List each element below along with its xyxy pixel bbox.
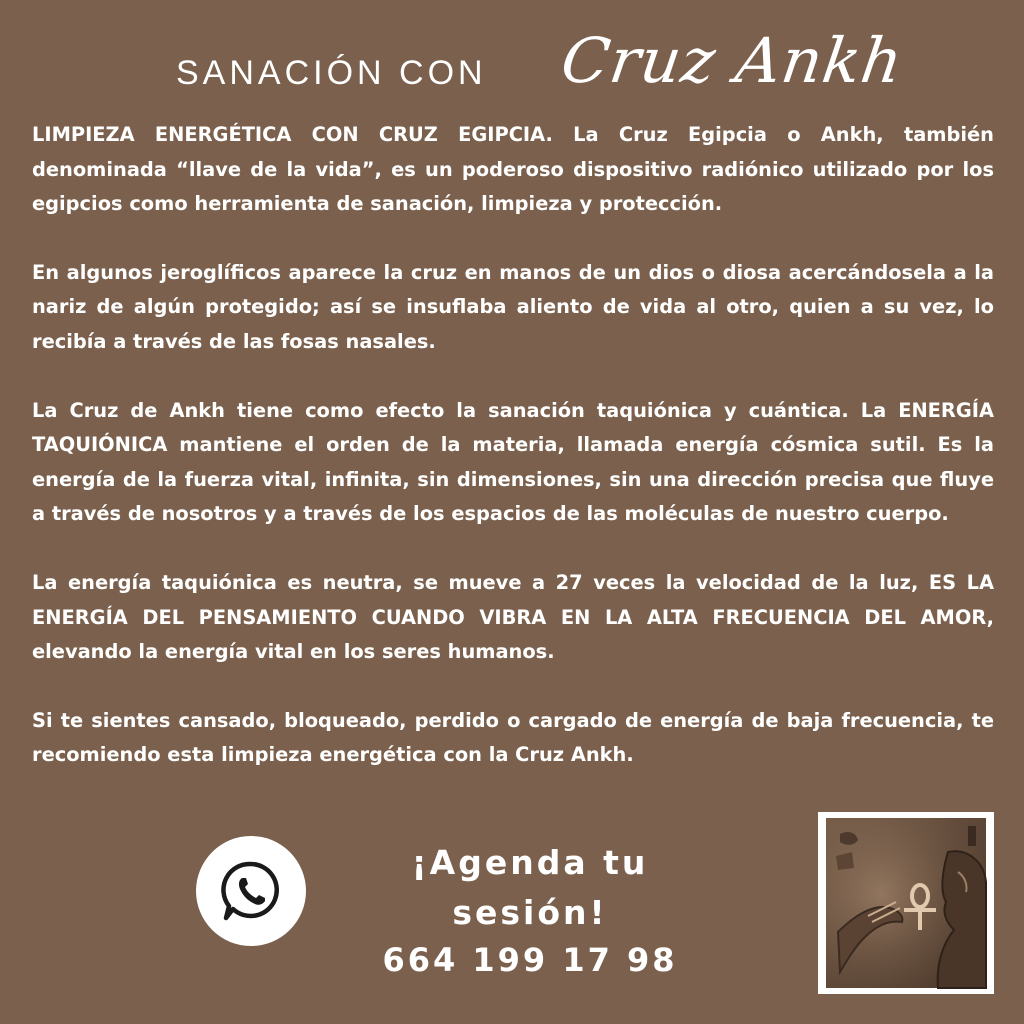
paragraph-neutral-energy: La energía taquiónica es neutra, se mueve a 27 veces la velocidad de la luz, ES LA ENERGÍA DEL PENSAMIENTO CUANDO VIBRA EN LA ALTA FRECUENCIA DEL AMOR, elevando la energía vital en los seres humanos. xyxy=(32,570,994,664)
whatsapp-button[interactable] xyxy=(196,836,306,946)
paragraph-tachyon: La Cruz de Ankh tiene como efecto la sanación taquiónica y cuántica. La ENERGÍA TAQUIÓNICA mantiene el orden de la materia, llamada energía cósmica sutil. Es la energía de la fuerza vital, infinita, sin dimensiones, sin una dirección precisa que fluye a través de nosotros y a través de los espacios de las moléculas de nuestro cuerpo. xyxy=(32,398,994,526)
title-plain: SANACIÓN CON xyxy=(176,54,487,92)
cta-title: ¡Agenda tu sesión! xyxy=(411,843,649,932)
ankh-relief-photo xyxy=(818,812,994,994)
title-script: Cruz Ankh xyxy=(556,24,908,97)
phone-number[interactable]: 664 199 17 98 xyxy=(382,941,678,979)
cta-block xyxy=(330,838,730,982)
whatsapp-icon xyxy=(216,856,286,926)
paragraph-recommendation: Si te sientes cansado, bloqueado, perdido o cargado de energía de baja frecuencia, te recomiendo esta limpieza energética con la Cruz Ankh. xyxy=(32,708,994,767)
body-text xyxy=(32,118,994,773)
paragraph-hieroglyphs: En algunos jeroglíficos aparece la cruz en manos de un dios o diosa acercándosela a la nariz de algún protegido; así se insuflaba aliento de vida al otro, quien a su vez, lo recibía a través de las fosas nasales. xyxy=(32,260,994,353)
header xyxy=(0,18,1024,118)
paragraph-intro: LIMPIEZA ENERGÉTICA CON CRUZ EGIPCIA. La Cruz Egipcia o Ankh, también denominada “llave de la vida”, es un poderoso dispositivo radiónico utilizado por los egipcios como herramienta de sanación, limpieza y protección. xyxy=(32,123,994,216)
